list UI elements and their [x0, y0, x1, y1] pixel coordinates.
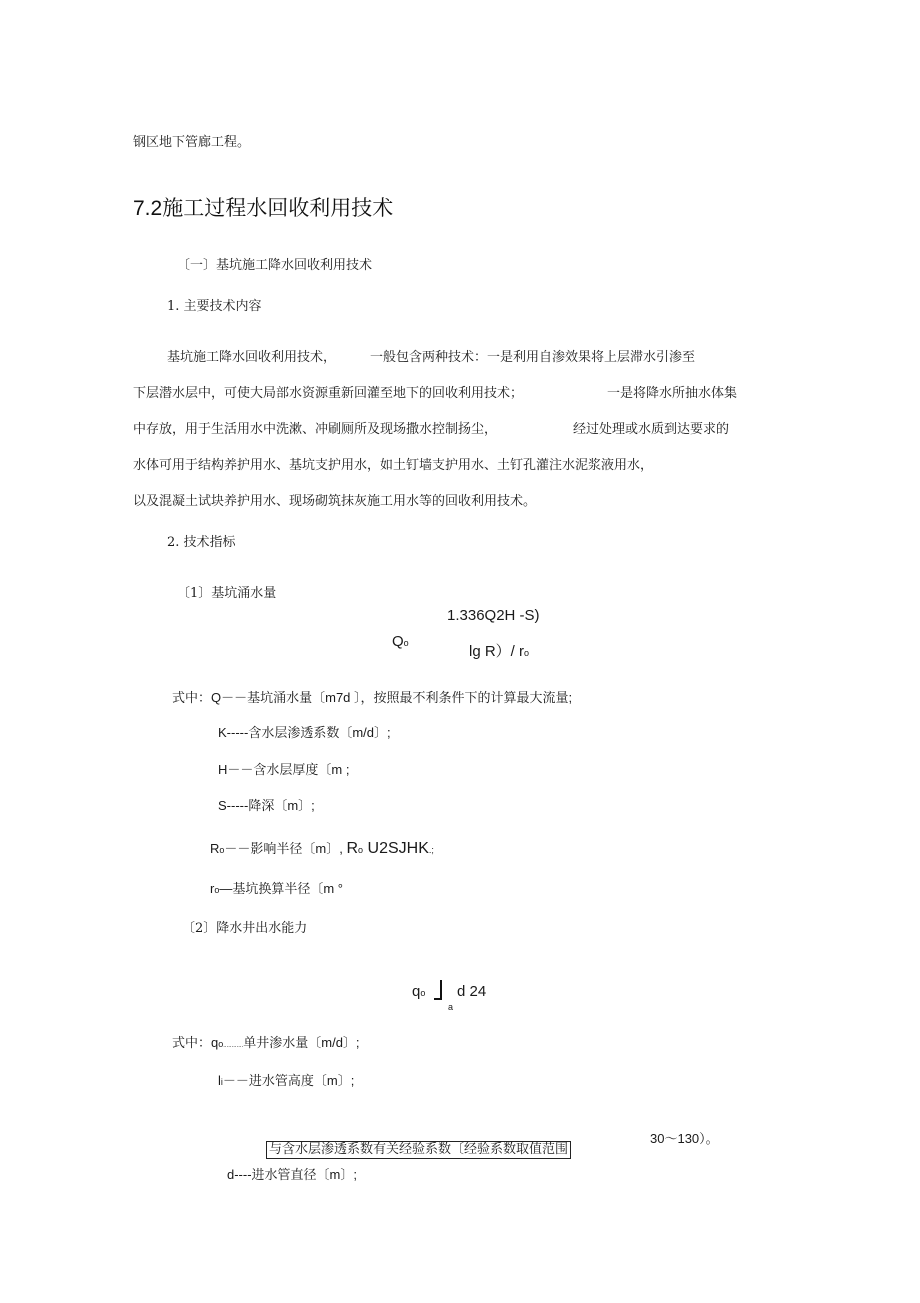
range-text: 30～130）。 — [650, 1131, 719, 1146]
para-line1b: 一般包含两种技术：一是利用自渗效果将上层滞水引渗至 — [370, 350, 696, 365]
formula1-numerator: 1.336Q2H -S) — [447, 607, 540, 624]
item2-heading: 2. 技术指标 — [167, 535, 236, 550]
para-line3b: 经过处理或水质到达要求的 — [573, 422, 730, 437]
para-line2b: 一是将降水所抽水体集 — [607, 386, 738, 401]
para-line1a: 基坑施工降水回收利用技术， — [167, 350, 337, 365]
sub2-heading: 〔2〕降水井出水能力 — [182, 921, 308, 936]
def-d: d----进水管直径〔m〕; — [227, 1167, 357, 1182]
def-q: 式中：Q－－基坑涌水量〔m7d 〕，按照最不利条件下的计算最大流量; — [172, 690, 573, 705]
formula1-denominator: lg R）/ ro — [469, 643, 530, 660]
def-r-small: ro—基坑换算半径〔m ° — [210, 881, 343, 896]
para-line4: 水体可用于结构养护用水、基坑支护用水，如土钉墙支护用水、土钉孔灌注水泥浆液用水， — [133, 458, 654, 473]
top-line: 钢区地下管廊工程。 — [133, 135, 251, 150]
subsection-heading: 〔一〕基坑施工降水回收利用技术 — [177, 258, 373, 273]
sub1-heading: 〔1〕基坑涌水量 — [177, 586, 277, 601]
para-line3a: 中存放，用于生活用水中洗漱、冲刷厕所及现场撒水控制扬尘， — [133, 422, 498, 437]
formula2-bracket — [434, 980, 442, 1000]
def-l: li－－进水管高度〔m〕; — [218, 1073, 355, 1088]
def-s: S-----降深〔m〕; — [218, 798, 315, 813]
formula2-lhs: qo — [412, 983, 426, 1000]
formula2-rhs: d 24 — [457, 983, 487, 1000]
formula2-small: a — [448, 1002, 454, 1012]
def-r0: Ro－－影响半径〔m〕, Ro U2SJHK.; — [210, 840, 434, 857]
boxed-coefficient-note: 与含水层渗透系数有关经验系数〔经验系数取值范围 — [266, 1141, 571, 1159]
item1-heading: 1. 主要技术内容 — [167, 299, 262, 314]
section-title: 7.2施工过程水回收利用技术 — [133, 197, 394, 220]
para-line2a: 下层潜水层中，可使大局部水资源重新回灌至地下的回收利用技术； — [133, 386, 524, 401]
def-h: H－－含水层厚度〔m ; — [218, 762, 350, 777]
para-line5: 以及混凝土试块养护用水、现场砌筑抹灰施工用水等的回收利用技术。 — [133, 494, 537, 509]
formula1-lhs: Qo — [392, 633, 409, 650]
def-q0: 式中：qo............单井渗水量〔m/d〕; — [172, 1035, 360, 1050]
def-k: K-----含水层渗透系数〔m/d〕; — [218, 725, 391, 740]
